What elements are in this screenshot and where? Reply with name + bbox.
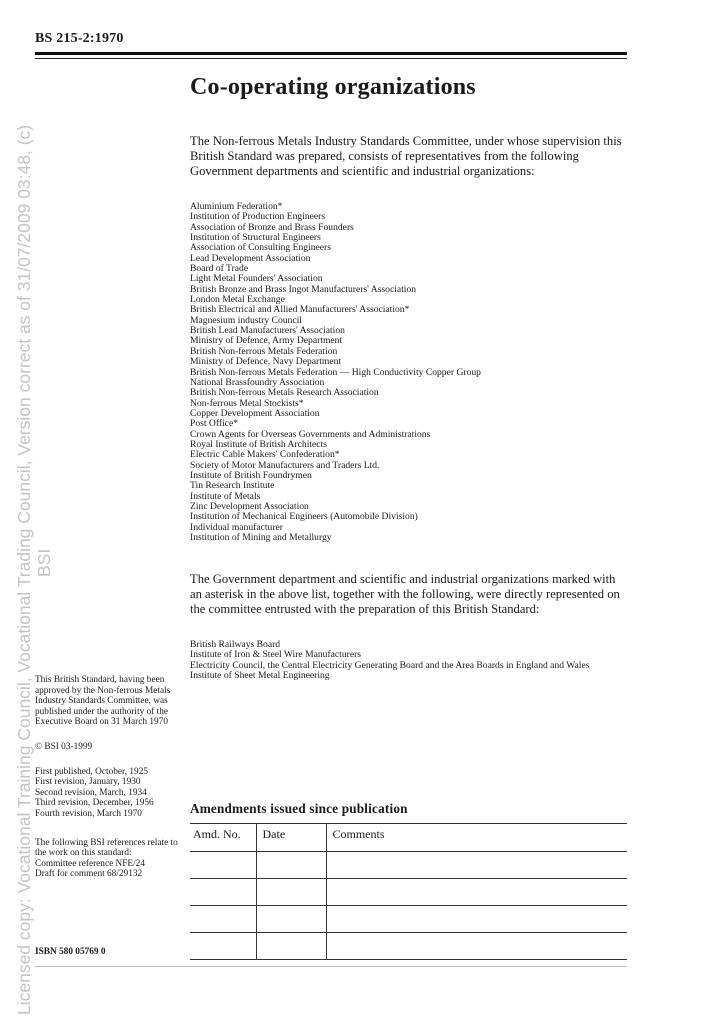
date-cell	[256, 852, 326, 879]
history-entry: First revision, January, 1930	[35, 777, 141, 788]
organization-item: Royal Institute of British Architects	[190, 438, 327, 450]
footer-rule	[35, 966, 627, 967]
organization-item: Tin Research Institute	[190, 480, 275, 492]
comments-cell	[326, 906, 627, 933]
organization-item: Association of Consulting Engineers	[190, 242, 331, 254]
organization-item: Non-ferrous Metal Stockists*	[190, 397, 304, 409]
column-header-date: Date	[256, 824, 326, 852]
organization-item: British Bronze and Brass Ingot Manufacturers' Association	[190, 283, 417, 295]
bsi-references	[35, 859, 185, 880]
amendments-table	[190, 823, 627, 960]
date-cell	[256, 933, 326, 960]
publication-history	[35, 767, 185, 820]
amendment-row	[190, 879, 627, 906]
amd-no-cell	[190, 852, 256, 879]
comments-cell	[326, 852, 627, 879]
page-title: Co-operating organizations	[190, 74, 476, 100]
organization-item: Board of Trade	[190, 263, 249, 275]
amendment-row	[190, 933, 627, 960]
second-paragraph: The Government department and scientific and industrial organizations marked with an asterisk in the above list, together with the following, were directly represented on the committee entrusted with the preparation of this British Standard:	[190, 572, 620, 616]
amendment-row	[190, 852, 627, 879]
amd-no-cell	[190, 879, 256, 906]
header-rule-thin	[35, 58, 627, 59]
reference-entry: Committee reference NFE/24	[35, 858, 145, 869]
organization-item: British Non-ferrous Metals Research Association	[190, 387, 379, 399]
organization-item: Institution of Mechanical Engineers (Automobile Division)	[190, 511, 418, 523]
organization-item: Ministry of Defence, Army Department	[190, 335, 343, 347]
organization-item: Lead Development Association	[190, 252, 311, 264]
organization-item: British Non-ferrous Metals Federation — High Conductivity Copper Group	[190, 366, 481, 378]
organization-item: British Lead Manufacturers' Association	[190, 325, 345, 337]
organization-item: Light Metal Founders' Association	[190, 273, 323, 285]
organization-item: National Brassfoundry Association	[190, 376, 325, 388]
additional-organization-item: British Railways Board	[190, 639, 281, 650]
additional-organization-list	[190, 640, 635, 681]
column-header-amd-no: Amd. No.	[190, 824, 256, 852]
document-id: BS 215-2:1970	[35, 31, 124, 46]
organization-item: Institute of Metals	[190, 490, 261, 502]
organization-item: Crown Agents for Overseas Governments and Administrations	[190, 428, 431, 440]
organization-item: Electric Cable Makers' Confederation*	[190, 449, 340, 461]
organization-list	[190, 202, 635, 543]
organization-item: London Metal Exchange	[190, 294, 285, 306]
history-entry: First published, October, 1925	[35, 766, 148, 777]
copyright-notice: © BSI 03-1999	[35, 741, 93, 752]
organization-item: Society of Motor Manufacturers and Traders Ltd.	[190, 459, 380, 471]
history-entry: Fourth revision, March 1970	[35, 808, 142, 819]
amendments-title: Amendments issued since publication	[190, 801, 408, 816]
organization-item: Institution of Structural Engineers	[190, 232, 321, 244]
date-cell	[256, 906, 326, 933]
amd-no-cell	[190, 933, 256, 960]
organization-item: Institute of British Foundrymen	[190, 469, 312, 481]
column-header-comments: Comments	[326, 824, 627, 852]
organization-item: British Non-ferrous Metals Federation	[190, 345, 338, 357]
additional-organization-item: Institute of Iron & Steel Wire Manufacturers	[190, 649, 362, 661]
additional-organization-item: Institute of Sheet Metal Engineering	[190, 670, 330, 682]
amendments-header-row	[190, 824, 627, 852]
watermark-line-2: BSI	[34, 548, 54, 577]
amendments-body	[190, 852, 627, 960]
organization-item: Aluminium Federation*	[190, 201, 283, 212]
isbn: ISBN 580 05769 0	[35, 947, 106, 957]
sidebar-notes	[35, 675, 185, 880]
organization-item: Ministry of Defence, Navy Department	[190, 356, 342, 368]
history-entry: Third revision, December, 1956	[35, 798, 154, 809]
comments-cell	[326, 933, 627, 960]
references-intro: The following BSI references relate to the work on this standard:	[35, 837, 178, 859]
organization-item: Post Office*	[190, 418, 239, 430]
organization-item: Institution of Mining and Metallurgy	[190, 532, 332, 543]
comments-cell	[326, 879, 627, 906]
additional-organization-item: Electricity Council, the Central Electricity Generating Board and the Area Boards in England and Wales	[190, 659, 590, 671]
amd-no-cell	[190, 906, 256, 933]
organization-item: Copper Development Association	[190, 407, 320, 419]
intro-paragraph: The Non-ferrous Metals Industry Standards Committee, under whose supervision this British Standard was prepared, consists of representatives from the following Government departments and scientific and industrial organizations:	[190, 134, 622, 178]
organization-item: Institution of Production Engineers	[190, 211, 326, 223]
organization-item: Zinc Development Association	[190, 500, 309, 512]
approval-note: This British Standard, having been approved by the Non-ferrous Metals Industry Standards Committee, was published under the authority of the Executive Board on 31 March 1970	[35, 675, 171, 728]
watermark-line-1: Licensed copy: Vocational Training Council, Vocational Trading Council, Version correct as of 31/07/2009 03:48, (c)	[14, 124, 34, 1015]
history-entry: Second revision, March, 1934	[35, 787, 147, 798]
organization-item: British Electrical and Allied Manufacturers' Association*	[190, 304, 410, 316]
amendment-row	[190, 906, 627, 933]
organization-item: Magnesium industry Council	[190, 314, 302, 326]
date-cell	[256, 879, 326, 906]
reference-entry: Draft for comment 68/29132	[35, 869, 143, 880]
header-rule-thick	[35, 52, 627, 55]
organization-item: Association of Bronze and Brass Founders	[190, 221, 354, 233]
organization-item: Individual manufacturer	[190, 521, 283, 533]
